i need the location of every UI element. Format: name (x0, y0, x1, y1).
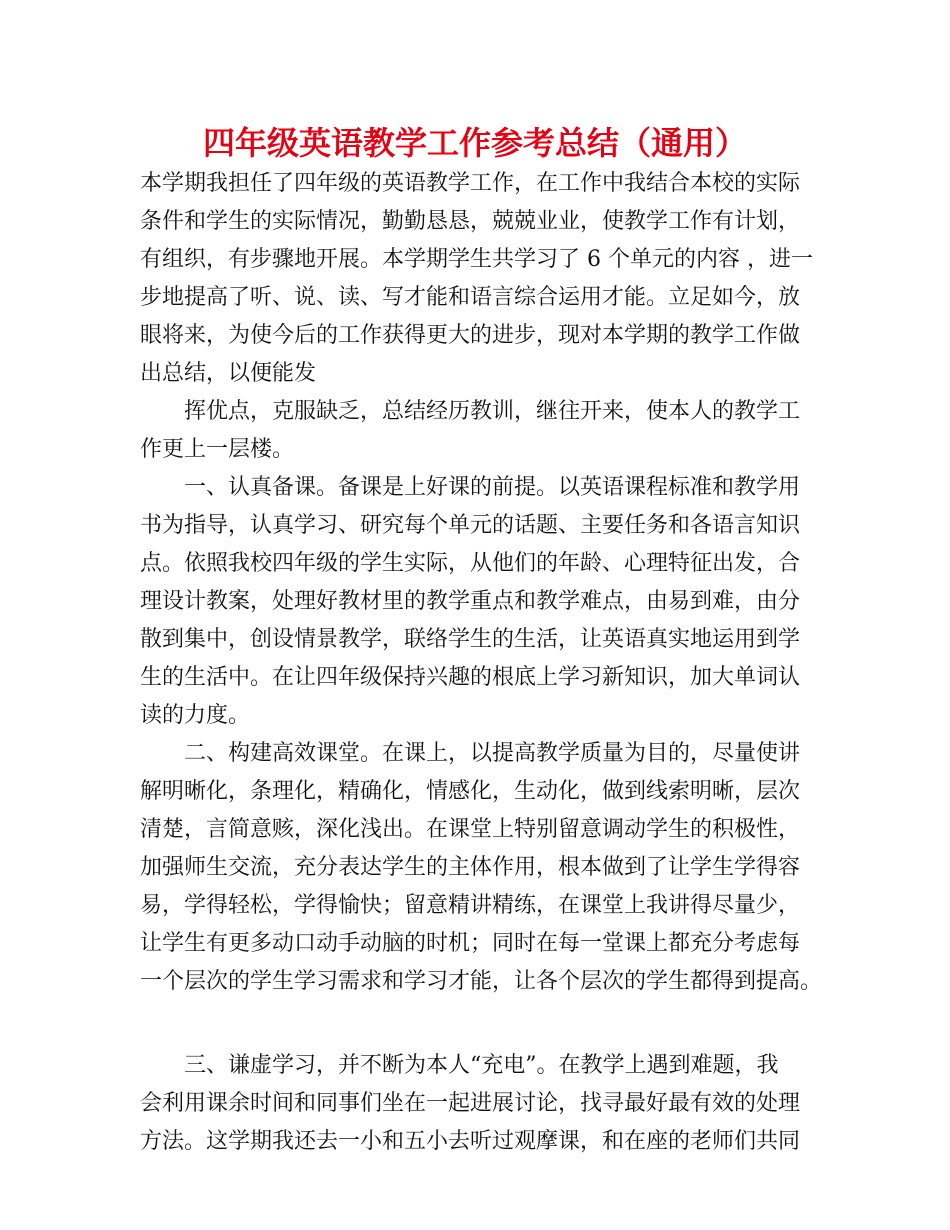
text-line: 三、谦虚学习，并不断为本人“充电”。在教学上遇到难题，我 (184, 1053, 779, 1078)
text-line: 清楚，言简意赅，深化浅出。在课堂上特别留意调动学生的积极性， (140, 817, 801, 842)
text-line: 有组织，有步骤地开展。本学期学生共学习了 6 个单元的内容 ，进一 (140, 247, 813, 272)
text-line: 散到集中，创设情景教学，联络学生的生活，让英语真实地运用到学 (140, 627, 801, 652)
text-line: 会利用课余时间和同事们坐在一起进展讨论，找寻最好最有效的处理 (140, 1091, 801, 1116)
paragraph-section-3 (140, 1047, 830, 1161)
text-line: 本学期我担任了四年级的英语教学工作，在工作中我结合本校的实际 (140, 171, 801, 196)
text-line: 方法。这学期我还去一小和五小去听过观摩课，和在座的老师们共同 (140, 1129, 801, 1154)
document-title: 四年级英语教学工作参考总结（通用） (202, 124, 747, 162)
paragraph-intro (140, 165, 830, 393)
text-line: 解明晰化，条理化，精确化，情感化，生动化，做到线索明晰，层次 (140, 779, 801, 804)
text-line: 条件和学生的实际情况，勤勤恳恳，兢兢业业，使教学工作有计划， (140, 209, 801, 234)
text-line: 点。依照我校四年级的学生实际，从他们的年龄、心理特征出发，合 (140, 551, 801, 576)
text-line: 挥优点，克服缺乏，总结经历教训，继往开来，使本人的教学工 (184, 399, 801, 424)
text-line: 眼将来，为使今后的工作获得更大的进步，现对本学期的教学工作做 (140, 323, 801, 348)
document-body (140, 165, 830, 1161)
paragraph-section-2 (140, 735, 830, 1001)
text-line: 书为指导，认真学习、研究每个单元的话题、主要任务和各语言知识 (140, 513, 801, 538)
text-line: 二、构建高效课堂。在课上，以提高教学质量为目的，尽量使讲 (184, 741, 801, 766)
text-line: 生的生活中。在让四年级保持兴趣的根底上学习新知识，加大单词认 (140, 665, 801, 690)
text-line: 让学生有更多动口动手动脑的时机；同时在每一堂课上都充分考虑每 (140, 931, 801, 956)
text-line: 出总结，以便能发 (140, 361, 317, 386)
text-line: 作更上一层楼。 (140, 437, 295, 462)
text-line: 易，学得轻松，学得愉快；留意精讲精练，在课堂上我讲得尽量少， (140, 893, 801, 918)
text-line: 读的力度。 (140, 703, 251, 728)
text-line: 加强师生交流，充分表达学生的主体作用，根本做到了让学生学得容 (140, 855, 801, 880)
text-line: 步地提高了听、说、读、写才能和语言综合运用才能。立足如今，放 (140, 285, 801, 310)
text-line: 一、认真备课。备课是上好课的前提。以英语课程标准和教学用 (184, 475, 801, 500)
paragraph-section-1 (140, 469, 830, 735)
text-line: 理设计教案，处理好教材里的教学重点和教学难点，由易到难，由分 (140, 589, 801, 614)
paragraph-continuation (140, 393, 830, 469)
paragraph-spacer (140, 1001, 830, 1047)
text-line: 一个层次的学生学习需求和学习才能，让各个层次的学生都得到提高。 (140, 969, 823, 994)
